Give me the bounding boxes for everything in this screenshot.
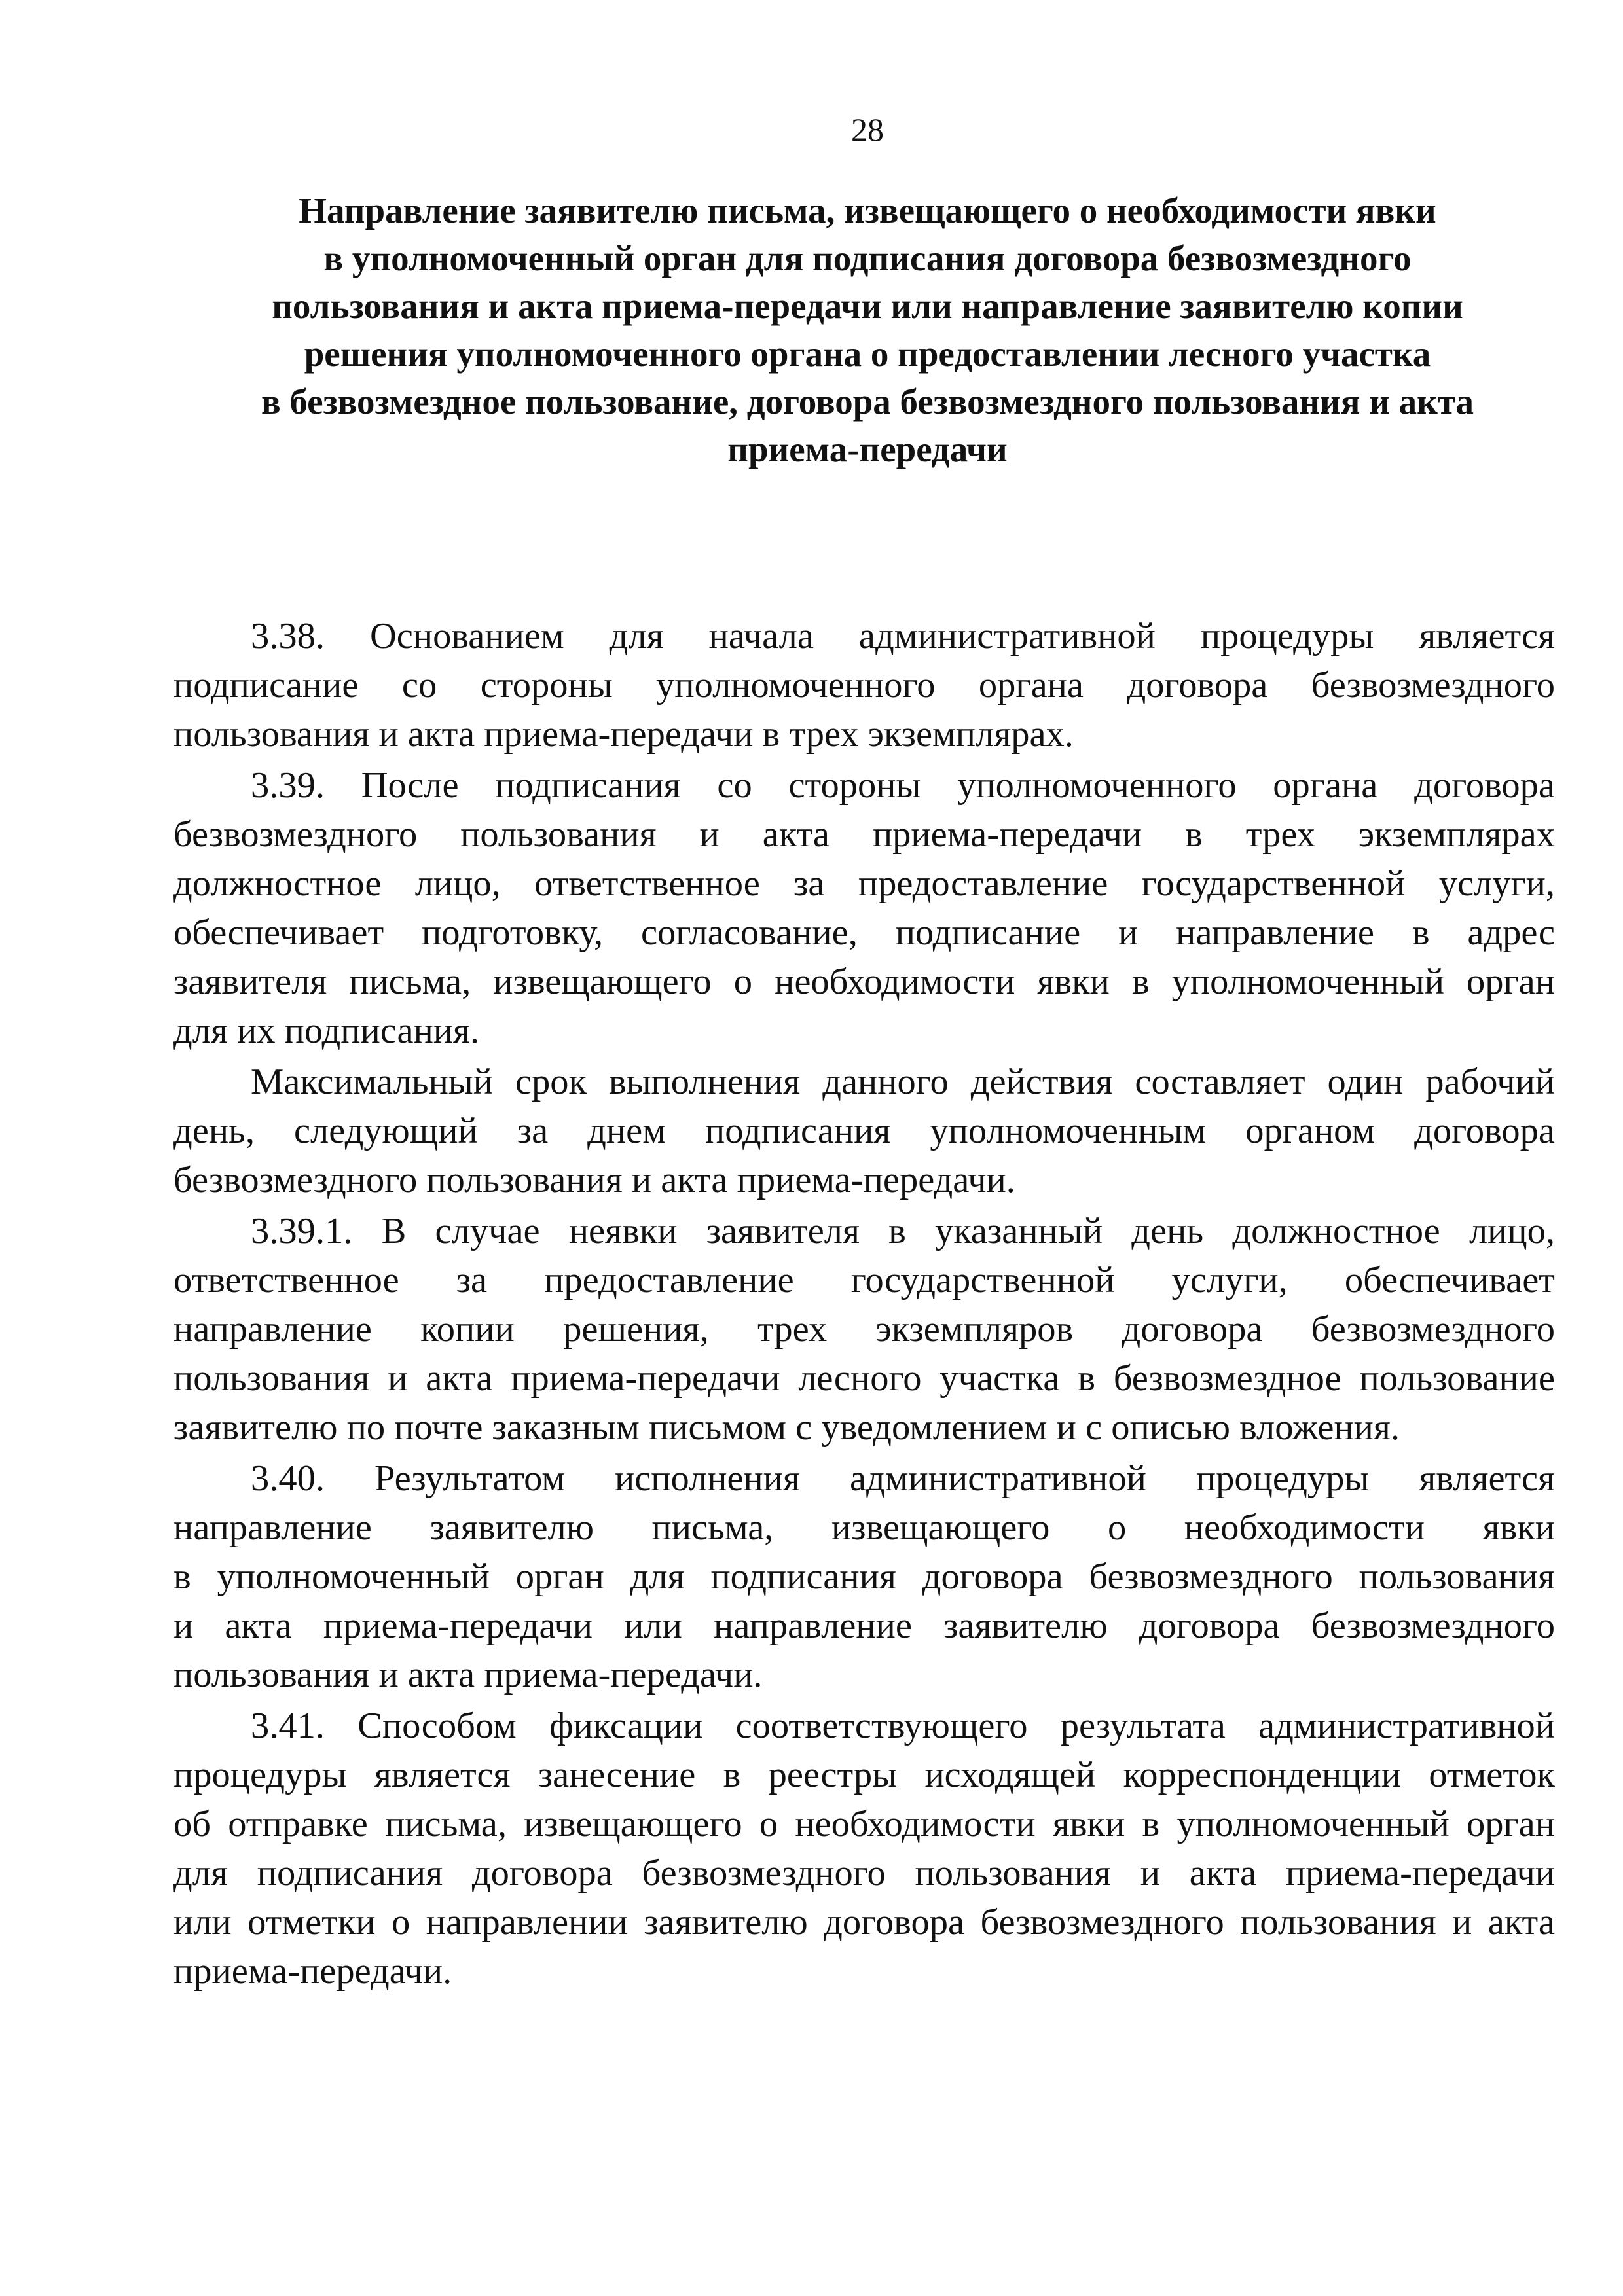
- paragraph-line: для подписания договора безвозмездного пользования и акта приема-передачи: [173, 1853, 1555, 1893]
- paragraph-line: или отметки о направлении заявителю договора безвозмездного пользования и акта: [173, 1902, 1555, 1943]
- paragraph-line: 3.39.1. В случае неявки заявителя в указанный день должностное лицо,: [251, 1211, 1555, 1251]
- title-line: в уполномоченный орган для подписания договора безвозмездного: [323, 238, 1412, 278]
- paragraph-line: пользования и акта приема-передачи лесного участка в безвозмездное пользование: [173, 1358, 1555, 1399]
- paragraph-line: процедуры является занесение в реестры исходящей корреспонденции отметок: [173, 1755, 1555, 1795]
- paragraph-line: в уполномоченный орган для подписания договора безвозмездного пользования: [173, 1556, 1555, 1597]
- paragraph-3-38: [173, 612, 1555, 759]
- paragraph-line: пользования и акта приема-передачи.: [173, 1655, 763, 1695]
- paragraph-line: для их подписания.: [173, 1011, 480, 1051]
- title-line: Направление заявителю письма, извещающего о необходимости явки: [299, 190, 1436, 230]
- paragraph-line: 3.40. Результатом исполнения административной процедуры является: [251, 1458, 1555, 1499]
- paragraph-line: день, следующий за днем подписания уполномоченным органом договора: [173, 1111, 1555, 1151]
- paragraph-line: приема-передачи.: [173, 1951, 452, 1992]
- paragraph-line: заявителя письма, извещающего о необходимости явки в уполномоченный орган: [173, 961, 1555, 1002]
- paragraph-3-39: [173, 761, 1555, 1056]
- paragraph-line: безвозмездного пользования и акта приема-передачи в трех экземплярах: [173, 814, 1555, 855]
- paragraph-line: пользования и акта приема-передачи в трех экземплярах.: [173, 714, 1074, 755]
- title-line: пользования и акта приема-передачи или направление заявителю копии: [272, 286, 1463, 326]
- paragraph-line: 3.38. Основанием для начала административной процедуры является: [251, 616, 1555, 656]
- paragraph-3-40: [173, 1454, 1555, 1700]
- paragraph-line: обеспечивает подготовку, согласование, подписание и направление в адрес: [173, 912, 1555, 953]
- paragraph-line: Максимальный срок выполнения данного действия составляет один рабочий: [251, 1062, 1555, 1102]
- section-title: [216, 187, 1519, 473]
- paragraph-line: направление копии решения, трех экземпляров договора безвозмездного: [173, 1309, 1555, 1350]
- paragraph-line: ответственное за предоставление государственной услуги, обеспечивает: [173, 1260, 1555, 1300]
- paragraph-3-41: [173, 1702, 1555, 1996]
- title-line: приема-передачи: [727, 429, 1008, 469]
- title-line: решения уполномоченного органа о предоставлении лесного участка: [304, 334, 1431, 374]
- paragraph-deadline: [173, 1058, 1555, 1205]
- paragraph-line: 3.41. Способом фиксации соответствующего результата административной: [251, 1706, 1555, 1746]
- title-line: в безвозмездное пользование, договора безвозмездного пользования и акта: [261, 382, 1474, 422]
- paragraph-3-39-1: [173, 1207, 1555, 1452]
- paragraph-line: об отправке письма, извещающего о необходимости явки в уполномоченный орган: [173, 1804, 1555, 1844]
- paragraph-line: 3.39. После подписания со стороны уполномоченного органа договора: [251, 765, 1555, 806]
- document-body: [173, 612, 1555, 1996]
- page-number: 28: [851, 111, 884, 148]
- paragraph-line: безвозмездного пользования и акта приема-передачи.: [173, 1160, 1015, 1200]
- paragraph-line: заявителю по почте заказным письмом с уведомлением и с описью вложения.: [173, 1407, 1400, 1448]
- paragraph-line: подписание со стороны уполномоченного органа договора безвозмездного: [173, 665, 1555, 706]
- paragraph-line: должностное лицо, ответственное за предоставление государственной услуги,: [173, 863, 1555, 904]
- paragraph-line: и акта приема-передачи или направление заявителю договора безвозмездного: [173, 1605, 1555, 1646]
- paragraph-line: направление заявителю письма, извещающего о необходимости явки: [173, 1507, 1555, 1548]
